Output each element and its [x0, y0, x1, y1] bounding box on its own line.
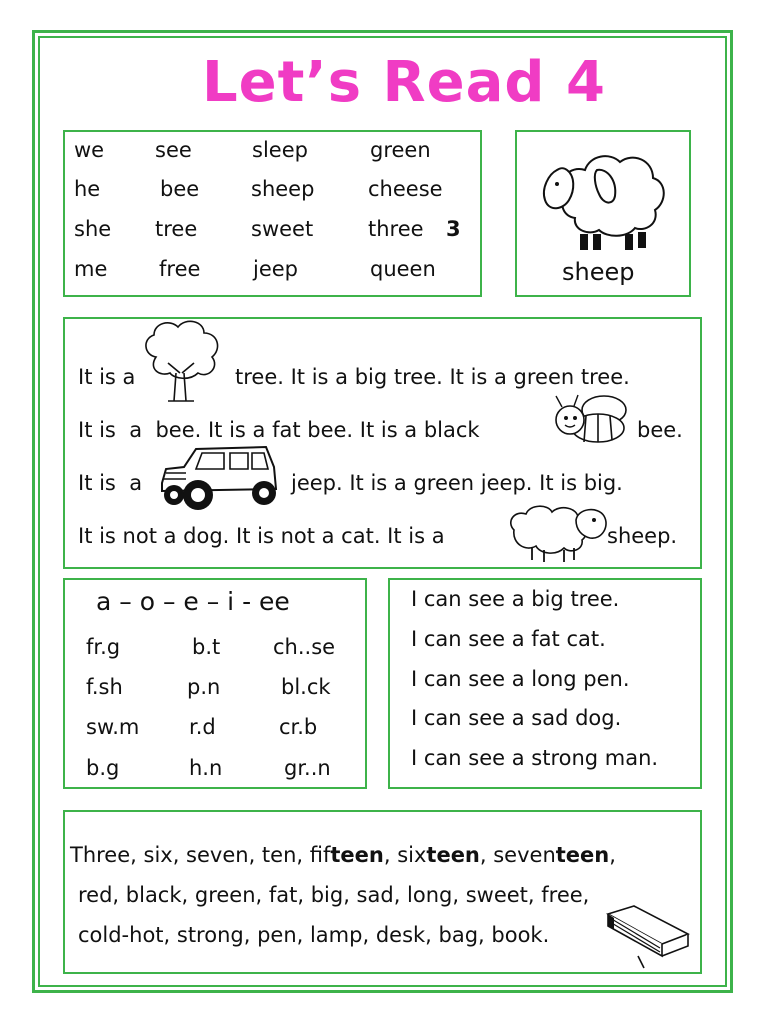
word: tree: [155, 217, 198, 241]
sheep-caption: sheep: [562, 258, 635, 286]
sentence: I can see a long pen.: [411, 667, 630, 691]
story-line-3b: jeep. It is a green jeep. It is big.: [291, 471, 623, 495]
vowel-word: cr.b: [279, 715, 318, 739]
vocab-line-2: red, black, green, fat, big, sad, long, sweet, free,: [78, 883, 590, 907]
sheep-illustration: [535, 140, 670, 260]
vowel-word: h.n: [189, 756, 223, 780]
vowel-word: b.t: [192, 635, 221, 659]
story-line-2b: bee.: [637, 418, 683, 442]
vocab-text: , seven: [479, 843, 556, 867]
word: queen: [370, 257, 436, 281]
vocab-suffix: teen: [426, 843, 480, 867]
story-line-2a: It is a bee. It is a fat bee. It is a black: [78, 418, 480, 442]
vowel-header: a – o – e – i - ee: [96, 587, 290, 616]
book-illustration: [604, 904, 692, 972]
vowel-word: gr..n: [284, 756, 331, 780]
story-line-4b: sheep.: [607, 524, 678, 548]
vowel-word: bl.ck: [281, 675, 331, 699]
story-line-1a: It is a: [78, 365, 136, 389]
tree-illustration: [138, 317, 228, 405]
word: free: [159, 257, 201, 281]
sentence: I can see a strong man.: [411, 746, 659, 770]
jeep-illustration: [156, 443, 282, 513]
vowel-word: b.g: [86, 756, 120, 780]
vowel-word: fr.g: [86, 635, 121, 659]
vocab-text: , six: [383, 843, 427, 867]
word: three: [368, 217, 424, 241]
page-title: Let’s Read 4: [202, 50, 606, 115]
word: jeep: [253, 257, 299, 281]
sentence: I can see a sad dog.: [411, 706, 622, 730]
vocab-text: Three, six, seven, ten, fif: [70, 843, 331, 867]
word: he: [74, 177, 101, 201]
number-three: 3: [446, 217, 461, 241]
vocab-line-1: [70, 843, 616, 867]
sentence: I can see a big tree.: [411, 587, 620, 611]
story-line-4a: It is not a dog. It is not a cat. It is a: [78, 524, 445, 548]
story-line-3a: It is a: [78, 471, 143, 495]
word: me: [74, 257, 108, 281]
word: green: [370, 138, 431, 162]
word: cheese: [368, 177, 443, 201]
word: bee: [160, 177, 200, 201]
vowel-word: sw.m: [86, 715, 140, 739]
story-line-1b: tree. It is a big tree. It is a green tree.: [235, 365, 630, 389]
word: see: [155, 138, 192, 162]
word: sleep: [252, 138, 308, 162]
sentence: I can see a fat cat.: [411, 627, 606, 651]
vocab-suffix: teen: [555, 843, 610, 867]
vowel-word: f.sh: [86, 675, 123, 699]
vocab-line-3: cold-hot, strong, pen, lamp, desk, bag, book.: [78, 923, 550, 947]
vowel-word: ch..se: [273, 635, 336, 659]
vocab-suffix: teen: [330, 843, 384, 867]
sheep-small-illustration: [502, 500, 612, 564]
word: sheep: [251, 177, 315, 201]
word: we: [74, 138, 105, 162]
word: sweet: [251, 217, 314, 241]
vowel-word: r.d: [189, 715, 216, 739]
word: she: [74, 217, 112, 241]
vocab-text: ,: [609, 843, 616, 867]
vowel-word: p.n: [187, 675, 221, 699]
bee-illustration: [548, 392, 636, 450]
